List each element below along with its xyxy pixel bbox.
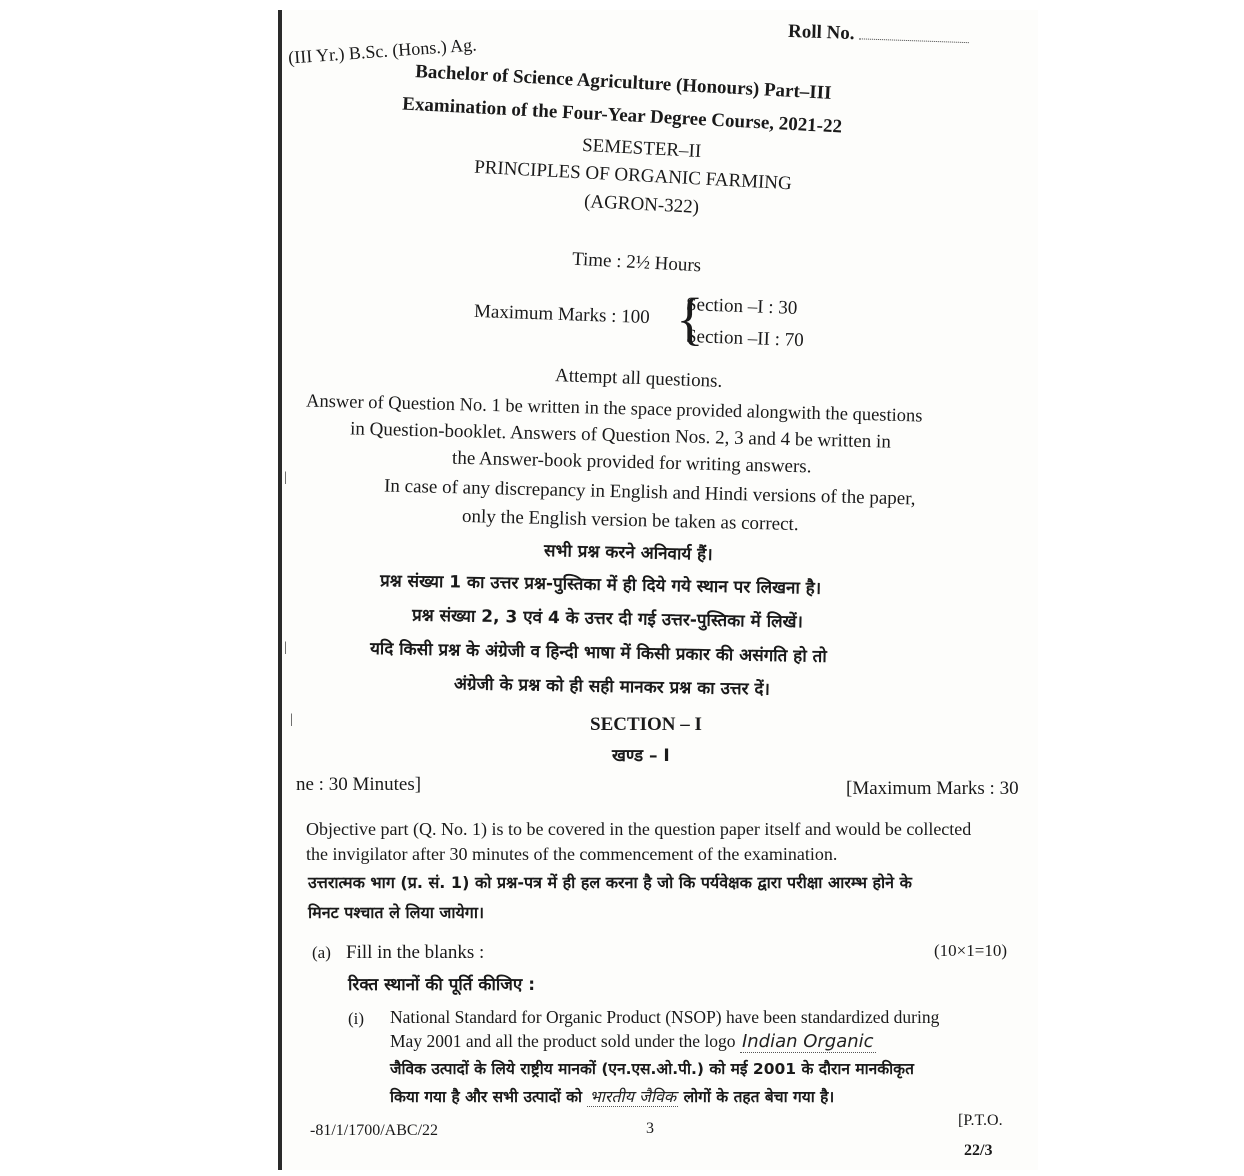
section2-marks: Section –II : 70 — [685, 325, 805, 352]
section-max-marks: [Maximum Marks : 30 — [846, 778, 1019, 799]
item-hi-1: जैविक उत्पादों के लिये राष्ट्रीय मानकों (एन.एस.ओ.पी.) को मई 2001 के दौरान मानकीकृत — [390, 1060, 914, 1078]
time-allowed: Time : 2½ Hours — [571, 248, 702, 277]
instruction-hi-3: प्रश्न संख्या 2, 3 एवं 4 के उत्तर दी गई उत्तर-पुस्तिका में लिखें। — [411, 605, 804, 633]
roll-no-blank — [859, 38, 969, 43]
semester: SEMESTER–II — [581, 134, 702, 163]
note-en-1: Objective part (Q. No. 1) is to be covered in the question paper itself and would be collected — [306, 819, 972, 839]
course-code: (III Yr.) B.Sc. (Hons.) Ag. — [287, 34, 478, 68]
degree-title: Bachelor of Science Agriculture (Honours) Part–III — [414, 61, 833, 104]
answer-blank-en[interactable]: Indian Organic — [741, 1031, 874, 1052]
subject-title: PRINCIPLES OF ORGANIC FARMING — [473, 156, 793, 195]
note-hi-1: उत्तरात्मक भाग (प्र. सं. 1) को प्रश्न-पत्र में ही हल करना है जो कि पर्यवेक्षक द्वारा परीक्षा आरम्भ होने के — [308, 873, 912, 892]
instruction-hi-5: अंग्रेजी के प्रश्न को ही सही मानकर प्रश्न का उत्तर दें। — [453, 674, 771, 700]
section-title-hi: खण्ड – I — [612, 746, 670, 766]
instruction-en-3: the Answer-book provided for writing answers. — [451, 447, 812, 478]
answer-blank-hi[interactable]: भारतीय जैविक — [589, 1087, 677, 1106]
item-hi-2a: किया गया है और सभी उत्पादों को — [390, 1088, 583, 1106]
instruction-en-1: Answer of Question No. 1 be written in the space provided alongwith the questions — [305, 391, 923, 427]
paper-code: (AGRON-322) — [583, 191, 700, 218]
item-hi-2b: लोगों के तहत बेचा गया है। — [683, 1088, 835, 1106]
section-title-en: SECTION – I — [590, 714, 702, 735]
attempt-all: Attempt all questions. — [554, 365, 723, 392]
instruction-en-2: in Question-booklet. Answers of Question Nos. 2, 3 and 4 be written in — [349, 418, 892, 453]
note-hi-2: मिनट पश्चात ले लिया जायेगा। — [308, 903, 485, 922]
section1-marks: Section –I : 30 — [685, 294, 798, 319]
item-en-2-text: May 2001 and all the product sold under the logo — [390, 1031, 736, 1051]
pto: [P.T.O. — [958, 1112, 1003, 1129]
scan-mark-1: | — [284, 470, 287, 485]
item-en-2 — [390, 1030, 876, 1053]
instruction-hi-2: प्रश्न संख्या 1 का उत्तर प्रश्न-पुस्तिका में ही दिये गये स्थान पर लिखना है। — [379, 571, 822, 599]
item-en-1: National Standard for Organic Product (NSOP) have been standardized during — [390, 1007, 940, 1027]
part-instruction-hi: रिक्त स्थानों की पूर्ति कीजिए : — [348, 975, 536, 995]
instruction-hi-1: सभी प्रश्न करने अनिवार्य हैं। — [543, 540, 713, 566]
brace-icon: { — [676, 286, 704, 351]
section-time: ne : 30 Minutes] — [296, 774, 422, 795]
item-label: (i) — [348, 1009, 365, 1028]
exam-title: Examination of the Four-Year Degree Course, 2021-22 — [401, 93, 843, 138]
handwritten-page-note: 22/3 — [964, 1142, 993, 1159]
scan-mark-3: | — [290, 712, 293, 727]
part-instruction-en: Fill in the blanks : — [346, 942, 485, 963]
item-hi-2 — [390, 1086, 834, 1108]
instruction-en-4: In case of any discrepancy in English and Hindi versions of the paper, — [383, 475, 916, 510]
instruction-hi-4: यदि किसी प्रश्न के अंग्रेजी व हिन्दी भाषा में किसी प्रकार की असंगति हो तो — [369, 639, 827, 667]
instruction-en-5: only the English version be taken as correct. — [461, 505, 799, 536]
paper-serial: -81/1/1700/ABC/22 — [310, 1122, 439, 1139]
note-en-2: the invigilator after 30 minutes of the commencement of the examination. — [306, 844, 838, 864]
page-number: 3 — [646, 1120, 654, 1137]
scan-mark-2: | — [284, 640, 287, 655]
paper-edge — [278, 10, 282, 1170]
max-marks: Maximum Marks : 100 — [473, 300, 651, 329]
part-label: (a) — [312, 943, 331, 962]
part-marks: (10×1=10) — [934, 941, 1007, 960]
roll-no-label: Roll No. — [787, 20, 855, 45]
